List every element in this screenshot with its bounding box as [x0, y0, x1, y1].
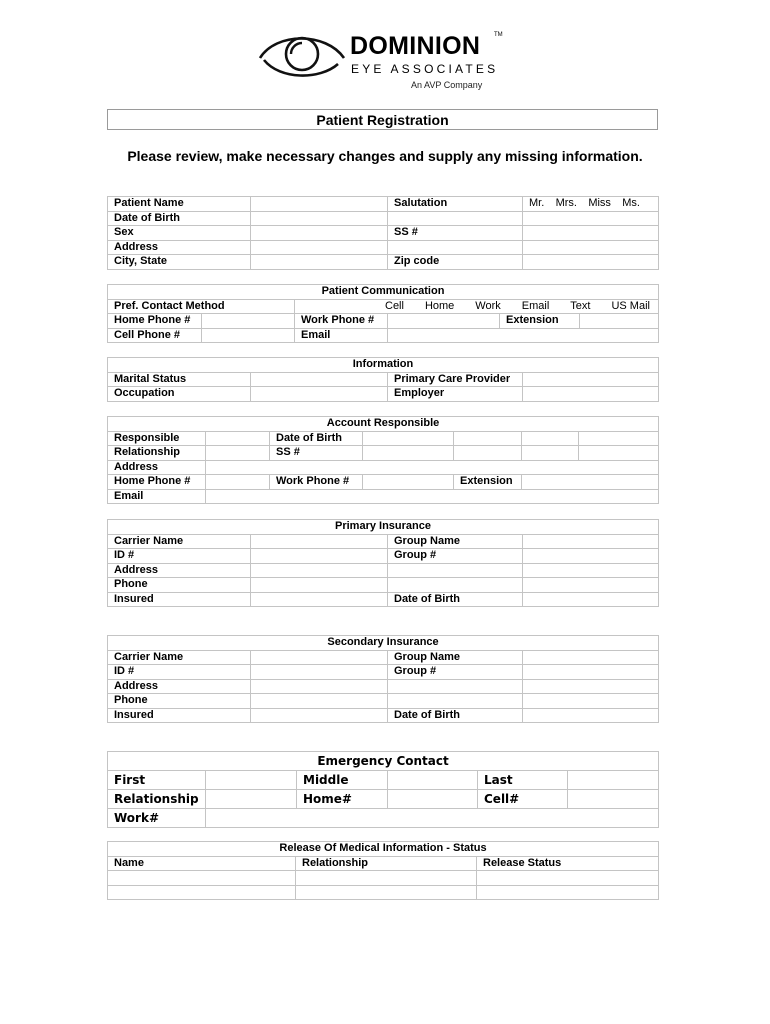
primary-insured-field[interactable]	[251, 592, 388, 607]
account-section	[107, 416, 659, 504]
employer-label: Employer	[388, 387, 523, 402]
sex-label: Sex	[108, 226, 251, 241]
secondary-phone-field-2[interactable]	[388, 694, 523, 709]
occupation-field[interactable]	[251, 387, 388, 402]
release-name-field[interactable]	[108, 885, 296, 900]
information-section	[107, 357, 659, 402]
primary-id-label: ID #	[108, 549, 251, 564]
pcp-field[interactable]	[523, 372, 659, 387]
marital-status-label: Marital Status	[108, 372, 251, 387]
release-status-field[interactable]	[477, 871, 659, 886]
home-phone-label: Home Phone #	[108, 314, 202, 329]
contact-option-cell[interactable]: Cell	[385, 299, 404, 312]
relationship-label: Relationship	[108, 446, 206, 461]
secondary-insured-dob-field[interactable]	[523, 708, 659, 723]
address-field[interactable]	[251, 240, 388, 255]
primary-phone-label: Phone	[108, 578, 251, 593]
contact-option-text[interactable]: Text	[570, 299, 591, 312]
primary-group-name-label: Group Name	[388, 534, 523, 549]
emergency-home-label: Home#	[297, 790, 388, 809]
contact-option-usmail[interactable]: US Mail	[611, 299, 650, 312]
logo-trademark: TM	[494, 32, 503, 38]
email-field[interactable]	[388, 328, 659, 343]
secondary-group-name-label: Group Name	[388, 650, 523, 665]
communication-section	[107, 284, 659, 343]
secondary-address-field[interactable]	[251, 679, 388, 694]
marital-status-field[interactable]	[251, 372, 388, 387]
work-phone-field[interactable]	[388, 314, 500, 329]
salutation-mr[interactable]: Mr.	[529, 197, 545, 210]
secondary-address-field-3[interactable]	[523, 679, 659, 694]
salutation-label: Salutation	[388, 197, 523, 212]
secondary-group-name-field[interactable]	[523, 650, 659, 665]
emergency-first-field[interactable]	[206, 771, 297, 790]
cell-phone-field[interactable]	[202, 328, 295, 343]
sex-field[interactable]	[251, 226, 388, 241]
instructions: Please review, make necessary changes and supply any missing information.	[127, 148, 643, 164]
primary-address-field-3[interactable]	[523, 563, 659, 578]
secondary-phone-label: Phone	[108, 694, 251, 709]
extension-label: Extension	[500, 314, 580, 329]
secondary-id-field[interactable]	[251, 665, 388, 680]
contact-option-home[interactable]: Home	[424, 299, 455, 312]
secondary-phone-field-3[interactable]	[523, 694, 659, 709]
address-field-cont[interactable]	[523, 240, 659, 255]
contact-option-work[interactable]: Work	[475, 299, 501, 312]
account-email-label: Email	[108, 489, 206, 504]
account-ssn-field[interactable]	[363, 446, 454, 461]
account-extension-label: Extension	[454, 475, 522, 490]
salutation-mrs[interactable]: Mrs.	[555, 197, 577, 210]
release-relationship-label: Relationship	[296, 856, 477, 871]
primary-address-field-2[interactable]	[388, 563, 523, 578]
primary-address-field[interactable]	[251, 563, 388, 578]
home-phone-field[interactable]	[202, 314, 295, 329]
secondary-insured-field[interactable]	[251, 708, 388, 723]
emergency-header: Emergency Contact	[108, 752, 659, 771]
dob-label: Date of Birth	[108, 211, 251, 226]
emergency-middle-label: Middle	[297, 771, 388, 790]
emergency-cell-field[interactable]	[568, 790, 659, 809]
patient-name-label: Patient Name	[108, 197, 251, 212]
account-dob-field-2[interactable]	[454, 431, 522, 446]
blank-cell	[523, 211, 659, 226]
release-name-label: Name	[108, 856, 296, 871]
release-header: Release Of Medical Information - Status	[108, 842, 659, 857]
responsible-field[interactable]	[206, 431, 270, 446]
primary-carrier-field[interactable]	[251, 534, 388, 549]
account-dob-label: Date of Birth	[270, 431, 363, 446]
account-ssn-field-2[interactable]	[454, 446, 522, 461]
account-dob-field-4[interactable]	[579, 431, 659, 446]
secondary-insurance-header: Secondary Insurance	[108, 636, 659, 651]
emergency-first-label: First	[108, 771, 206, 790]
account-header: Account Responsible	[108, 417, 659, 432]
primary-group-no-field[interactable]	[523, 549, 659, 564]
patient-name-field[interactable]	[251, 197, 388, 212]
ssn-label: SS #	[388, 226, 523, 241]
emergency-cell-label: Cell#	[478, 790, 568, 809]
emergency-section	[107, 751, 659, 828]
extension-field[interactable]	[580, 314, 659, 329]
form-title: Patient Registration	[107, 109, 658, 130]
employer-field[interactable]	[523, 387, 659, 402]
pcp-label: Primary Care Provider	[388, 372, 523, 387]
account-address-field[interactable]	[206, 460, 659, 475]
account-ssn-label: SS #	[270, 446, 363, 461]
primary-phone-field[interactable]	[251, 578, 388, 593]
occupation-label: Occupation	[108, 387, 251, 402]
eye-logo-icon	[258, 30, 346, 82]
ssn-field[interactable]	[523, 226, 659, 241]
salutation-options[interactable]	[523, 197, 659, 212]
logo-subtitle: EYE ASSOCIATES	[351, 62, 499, 76]
release-status-field[interactable]	[477, 885, 659, 900]
account-dob-field-3[interactable]	[522, 431, 579, 446]
cell-phone-label: Cell Phone #	[108, 328, 202, 343]
account-home-phone-label: Home Phone #	[108, 475, 206, 490]
emergency-last-field[interactable]	[568, 771, 659, 790]
patient-section	[107, 196, 659, 270]
release-status-label: Release Status	[477, 856, 659, 871]
primary-insured-dob-label: Date of Birth	[388, 592, 523, 607]
secondary-group-no-field[interactable]	[523, 665, 659, 680]
emergency-relationship-label: Relationship	[108, 790, 206, 809]
city-state-field[interactable]	[251, 255, 388, 270]
primary-carrier-label: Carrier Name	[108, 534, 251, 549]
logo-tagline: An AVP Company	[411, 80, 483, 90]
address-label: Address	[108, 240, 251, 255]
emergency-last-label: Last	[478, 771, 568, 790]
company-logo	[258, 28, 518, 94]
release-section	[107, 841, 659, 900]
primary-id-field[interactable]	[251, 549, 388, 564]
release-relationship-field[interactable]	[296, 885, 477, 900]
secondary-phone-field[interactable]	[251, 694, 388, 709]
pref-contact-label: Pref. Contact Method	[108, 299, 295, 314]
release-relationship-field[interactable]	[296, 871, 477, 886]
information-header: Information	[108, 358, 659, 373]
logo-brand: DOMINION	[350, 32, 481, 60]
account-email-field[interactable]	[206, 489, 659, 504]
account-dob-field[interactable]	[363, 431, 454, 446]
emergency-home-field[interactable]	[388, 790, 478, 809]
primary-insurance-section	[107, 519, 659, 607]
salutation-miss[interactable]: Miss	[588, 197, 611, 210]
emergency-relationship-field[interactable]	[206, 790, 297, 809]
communication-header: Patient Communication	[108, 285, 659, 300]
pref-contact-options[interactable]	[295, 299, 659, 314]
contact-option-email[interactable]: Email	[521, 299, 550, 312]
blank-cell	[388, 211, 523, 226]
secondary-insurance-section	[107, 635, 659, 723]
city-state-label: City, State	[108, 255, 251, 270]
emergency-middle-field[interactable]	[388, 771, 478, 790]
account-work-phone-label: Work Phone #	[270, 475, 363, 490]
account-ssn-field-4[interactable]	[579, 446, 659, 461]
primary-group-name-field[interactable]	[523, 534, 659, 549]
release-name-field[interactable]	[108, 871, 296, 886]
secondary-group-no-label: Group #	[388, 665, 523, 680]
dob-field[interactable]	[251, 211, 388, 226]
address-field-cont[interactable]	[388, 240, 523, 255]
emergency-work-label: Work#	[108, 809, 206, 828]
secondary-address-label: Address	[108, 679, 251, 694]
zip-label: Zip code	[388, 255, 523, 270]
primary-address-label: Address	[108, 563, 251, 578]
account-extension-field[interactable]	[522, 475, 659, 490]
salutation-ms[interactable]: Ms.	[622, 197, 640, 210]
account-work-phone-field[interactable]	[363, 475, 454, 490]
work-phone-label: Work Phone #	[295, 314, 388, 329]
account-address-label: Address	[108, 460, 206, 475]
emergency-work-field[interactable]	[206, 809, 659, 828]
secondary-carrier-field[interactable]	[251, 650, 388, 665]
account-ssn-field-3[interactable]	[522, 446, 579, 461]
relationship-field[interactable]	[206, 446, 270, 461]
primary-insured-dob-field[interactable]	[523, 592, 659, 607]
primary-insured-label: Insured	[108, 592, 251, 607]
primary-phone-field-3[interactable]	[523, 578, 659, 593]
secondary-insured-label: Insured	[108, 708, 251, 723]
primary-phone-field-2[interactable]	[388, 578, 523, 593]
email-label: Email	[295, 328, 388, 343]
secondary-address-field-2[interactable]	[388, 679, 523, 694]
primary-insurance-header: Primary Insurance	[108, 520, 659, 535]
secondary-insured-dob-label: Date of Birth	[388, 708, 523, 723]
secondary-carrier-label: Carrier Name	[108, 650, 251, 665]
secondary-id-label: ID #	[108, 665, 251, 680]
primary-group-no-label: Group #	[388, 549, 523, 564]
responsible-label: Responsible	[108, 431, 206, 446]
account-home-phone-field[interactable]	[206, 475, 270, 490]
zip-field[interactable]	[523, 255, 659, 270]
